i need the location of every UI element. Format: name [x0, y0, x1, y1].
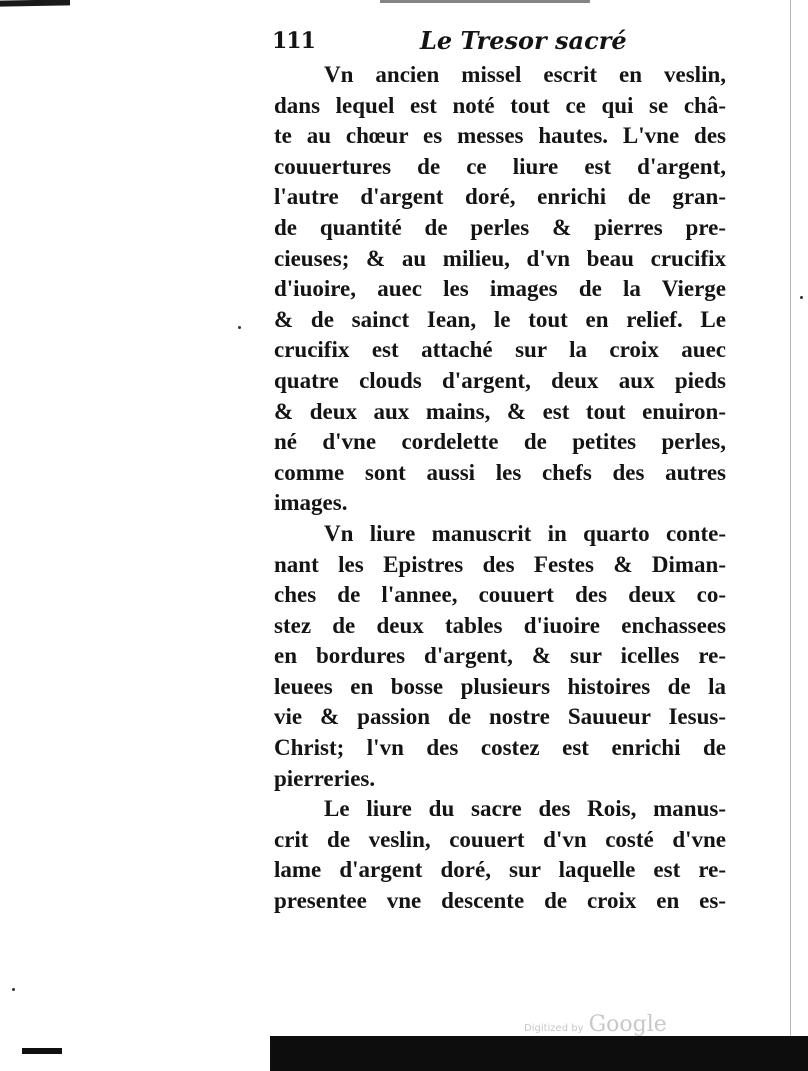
- top-left-scan-mark: [0, 0, 70, 7]
- watermark-prefix: Digitized by: [524, 1023, 584, 1034]
- text-line: ches de l'annee, couuert des deux co-: [274, 582, 726, 608]
- text-line: né d'vne cordelette de petites perles,: [274, 429, 726, 455]
- text-line: presentee vne descente de croix en es-: [274, 888, 726, 914]
- text-line: en bordures d'argent, & sur icelles re-: [274, 643, 726, 669]
- top-scan-mark: [380, 0, 590, 3]
- digitized-watermark: [524, 1012, 667, 1037]
- text-line: Christ; l'vn des costez est enrichi de: [274, 735, 726, 761]
- text-line: pierreries.: [274, 765, 376, 791]
- text-line: te au chœur es messes hautes. L'vne des: [274, 123, 726, 149]
- text-line: l'autre d'argent doré, enrichi de gran-: [274, 184, 726, 210]
- text-line: de quantité de perles & pierres pre-: [274, 214, 726, 240]
- scan-bottom-shadow: [270, 1036, 808, 1071]
- text-line: & deux aux mains, & est tout enuiron-: [274, 398, 726, 424]
- text-line: comme sont aussi les chefs des autres: [274, 459, 726, 485]
- page-edge-line: [790, 0, 791, 1071]
- text-line: lame d'argent doré, sur laquelle est re-: [274, 857, 726, 883]
- text-line: quatre clouds d'argent, deux aux pieds: [274, 367, 726, 393]
- text-line: dans lequel est noté tout ce qui se châ-: [274, 92, 726, 118]
- text-line: cieuses; & au milieu, d'vn beau crucifix: [274, 245, 726, 271]
- text-line: crit de veslin, couuert d'vn costé d'vne: [274, 826, 726, 852]
- text-line: images.: [274, 490, 348, 516]
- watermark-brand: Google: [588, 1012, 667, 1037]
- page-header: [272, 24, 742, 60]
- text-line: d'iuoire, auec les images de la Vierge: [274, 276, 726, 302]
- text-line: crucifix est attaché sur la croix auec: [274, 337, 726, 363]
- ink-speck: [12, 988, 15, 991]
- text-line: Vn ancien missel escrit en veslin,: [324, 62, 726, 87]
- text-line: Vn liure manuscrit in quarto conte-: [324, 520, 726, 546]
- running-head: Le Tresor sacré: [420, 26, 627, 55]
- text-line: stez de deux tables d'iuoire enchassees: [274, 612, 726, 638]
- text-line: leuees en bosse plusieurs histoires de la: [274, 673, 726, 699]
- text-line: Le liure du sacre des Rois, manus-: [324, 796, 726, 822]
- text-line: couuertures de ce liure est d'argent,: [274, 153, 726, 179]
- text-line: vie & passion de nostre Sauueur Iesus-: [274, 704, 726, 730]
- page-number: 111: [272, 28, 315, 54]
- text-line: nant les Epistres des Festes & Diman-: [274, 551, 726, 577]
- ink-speck: [800, 296, 803, 299]
- body-text: [274, 60, 726, 917]
- ink-speck: [238, 326, 241, 329]
- text-line: & de sainct Iean, le tout en relief. Le: [274, 306, 726, 332]
- bottom-left-scan-mark: [22, 1048, 62, 1054]
